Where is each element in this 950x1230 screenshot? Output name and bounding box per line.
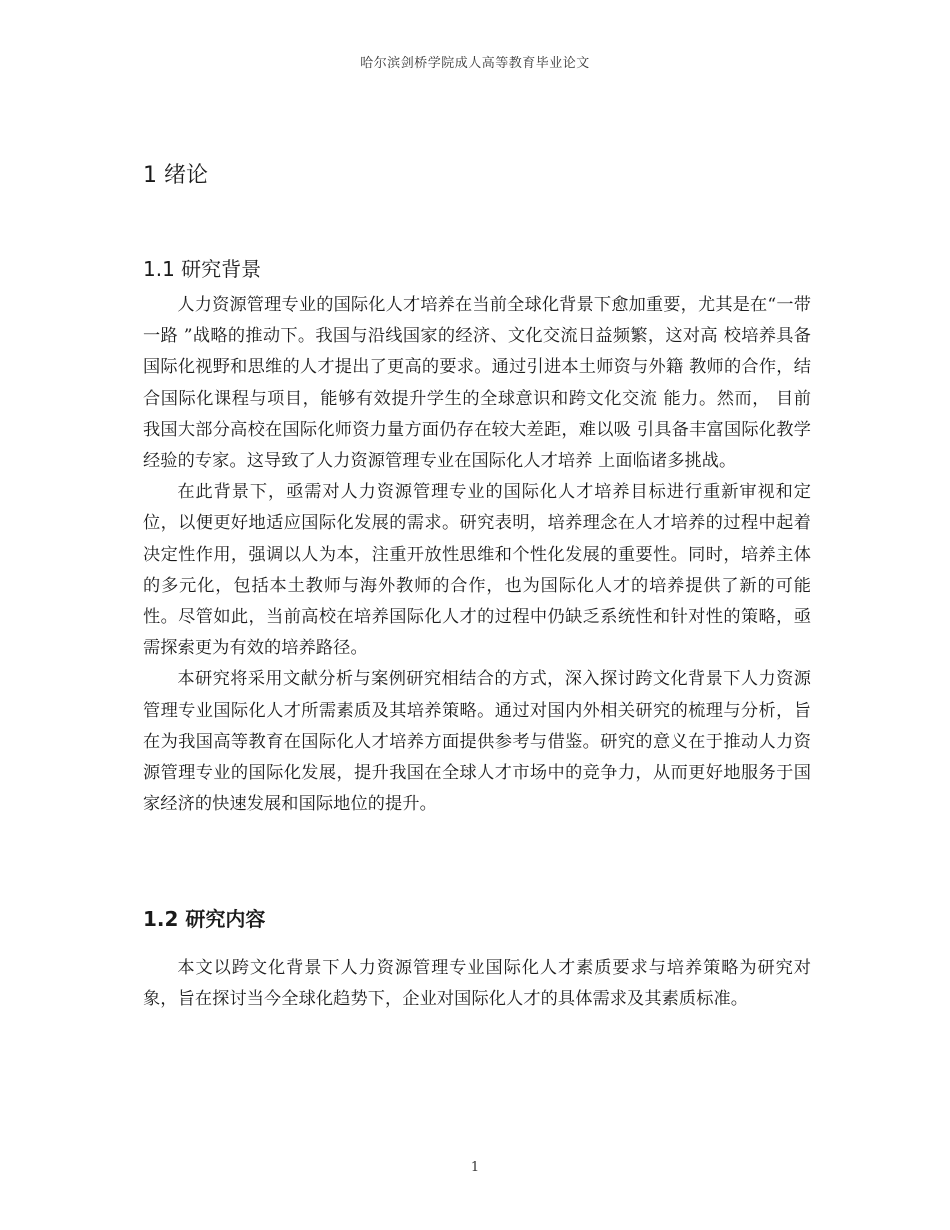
section-title-1-2: 1.2 研究内容 [143, 907, 266, 931]
section-body-1-1 [143, 290, 811, 820]
paragraph: 人力资源管理专业的国际化人才培养在当前全球化背景下愈加重要，尤其是在“一带一路 ”战略的推动下。我国与沿线国家的经济、文化交流日益频繁，这对高 校培养具备国际化视野和思维的人才提出了更高的要求。通过引进本土师资与外籍 教师的合作，结合国际化课程与项目，能够有效提升学生的全球意识和跨文化交流 能力。然而， 目前我国大部分高校在国际化师资力量方面仍存在较大差距，难以吸 引具备丰富国际化教学经验的专家。这导致了人力资源管理专业在国际化人才培养 上面临诸多挑战。 [143, 295, 811, 472]
chapter-title: 1 绪论 [143, 163, 208, 188]
paragraph: 本文以跨文化背景下人力资源管理专业国际化人才素质要求与培养策略为研究对象，旨在探讨当今全球化趋势下，企业对国际化人才的具体需求及其素质标准。 [143, 958, 811, 1010]
section-body-1-2 [143, 953, 811, 1015]
running-header: 哈尔滨剑桥学院成人高等教育毕业论文 [360, 56, 590, 71]
paragraph: 在此背景下，亟需对人力资源管理专业的国际化人才培养目标进行重新审视和定位，以便更好地适应国际化发展的需求。研究表明，培养理念在人才培养的过程中起着决定性作用，强调以人为本，注重开放性思维和个性化发展的重要性。同时，培养主体的多元化，包括本土教师与海外教师的合作，也为国际化人才的培养提供了新的可能性。尽管如此，当前高校在培养国际化人才的过程中仍缺乏系统性和针对性的策略，亟需探索更为有效的培养路径。 [143, 482, 811, 659]
page-number: 1 [470, 1160, 480, 1175]
section-title-1-1: 1.1 研究背景 [143, 257, 262, 281]
paragraph: 本研究将采用文献分析与案例研究相结合的方式，深入探讨跨文化背景下人力资源管理专业国际化人才所需素质及其培养策略。通过对国内外相关研究的梳理与分析，旨在为我国高等教育在国际化人才培养方面提供参考与借鉴。研究的意义在于推动人力资源管理专业的国际化发展，提升我国在全球人才市场中的竞争力，从而更好地服务于国家经济的快速发展和国际地位的提升。 [143, 669, 811, 815]
